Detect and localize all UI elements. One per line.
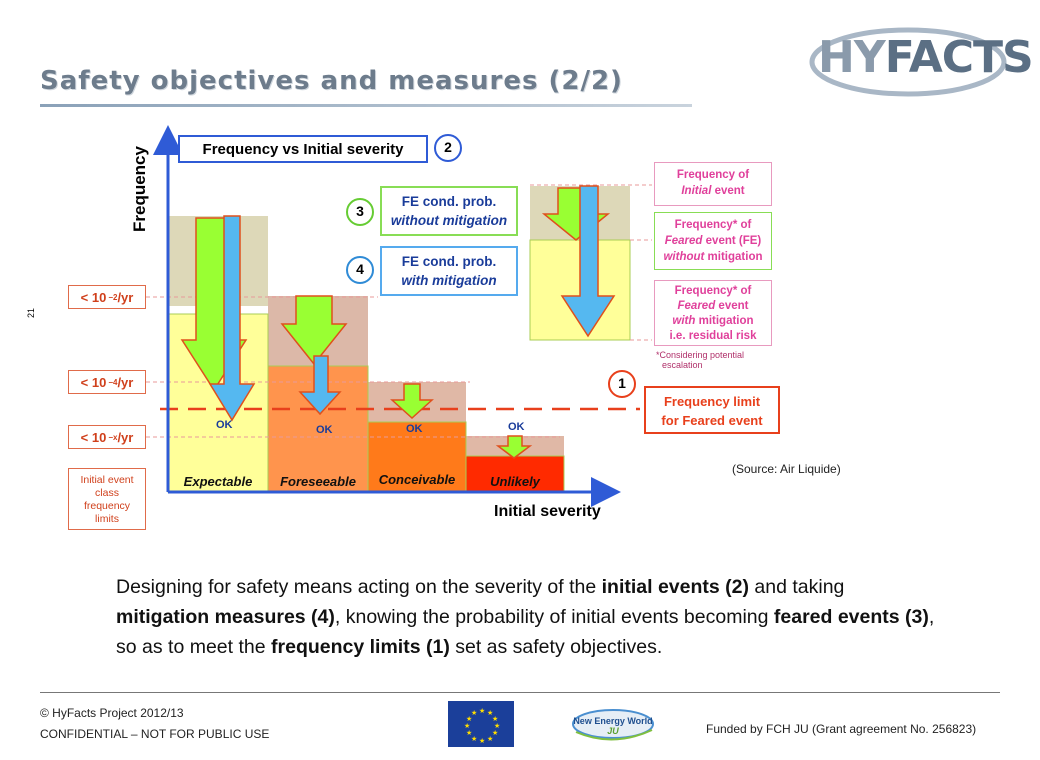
legend-fw-line1: Frequency* of bbox=[674, 219, 752, 231]
ok-label-unlikely: OK bbox=[508, 421, 525, 433]
frequency-limit-box bbox=[644, 386, 780, 434]
legend-fwm-line4: i.e. residual risk bbox=[669, 330, 757, 342]
caption-p3: , knowing the probability of initial events becoming bbox=[334, 606, 774, 628]
logo-hy-text: HY bbox=[818, 32, 885, 83]
threshold-1e-4-base: < 10 bbox=[80, 374, 107, 390]
marker-4: 4 bbox=[356, 261, 364, 277]
svg-text:★: ★ bbox=[464, 722, 471, 730]
svg-text:★: ★ bbox=[471, 709, 478, 717]
caption-p2: and taking bbox=[748, 576, 845, 598]
caption-paragraph bbox=[116, 572, 936, 662]
legend-initial-line3: event bbox=[711, 185, 745, 197]
class-expectable: Expectable bbox=[183, 474, 253, 489]
svg-text:★: ★ bbox=[479, 737, 486, 745]
caption-p4: , so as to meet the bbox=[116, 606, 935, 658]
legend-fw-line2b: event (FE) bbox=[702, 235, 762, 247]
caption-b4: frequency limits (1) bbox=[271, 636, 450, 658]
logo-facts-text: FACTS bbox=[884, 32, 1033, 83]
legend-fw-line3b: mitigation bbox=[704, 251, 763, 263]
source-note: (Source: Air Liquide) bbox=[732, 462, 841, 476]
eu-stars-icon bbox=[448, 701, 514, 747]
legend-fw-line2: Feared bbox=[664, 235, 703, 247]
frequency-vs-severity-box: Frequency vs Initial severity bbox=[178, 135, 428, 163]
class-conceivable: Conceivable bbox=[378, 472, 456, 487]
caption-p1: Designing for safety means acting on the severity of the bbox=[116, 576, 602, 598]
caption-p5: set as safety objectives. bbox=[449, 636, 663, 658]
legend-feared-with bbox=[654, 280, 772, 346]
fe-without-mitigation-box bbox=[380, 186, 518, 236]
threshold-1e-2 bbox=[68, 285, 146, 309]
threshold-1e-x-base: < 10 bbox=[80, 429, 107, 445]
fe-with-line1: FE cond. prob. bbox=[401, 254, 497, 269]
caption-b2: mitigation measures (4) bbox=[116, 606, 335, 628]
threshold-1e-x-exp: −x bbox=[108, 432, 118, 442]
legend-initial-line2: Initial bbox=[681, 185, 712, 197]
legend-feared-without bbox=[654, 212, 772, 270]
x-axis-label: Initial severity bbox=[494, 503, 601, 520]
legend-fwm-line3: with bbox=[672, 315, 696, 327]
svg-text:★: ★ bbox=[466, 729, 473, 737]
legend-initial-line1: Frequency of bbox=[676, 169, 750, 181]
legend-fw-line3: without bbox=[663, 251, 705, 263]
legend-footnote bbox=[656, 350, 744, 370]
svg-text:★: ★ bbox=[471, 735, 478, 743]
legend-fwm-line2b: event bbox=[715, 300, 749, 312]
svg-text:★: ★ bbox=[492, 715, 499, 723]
legend-fwm-line1: Frequency* of bbox=[674, 285, 752, 297]
legend-initial-event bbox=[654, 162, 772, 206]
new-energy-text bbox=[568, 716, 658, 736]
class-unlikely: Unlikely bbox=[490, 474, 540, 489]
legend-fwm-line3b: mitigation bbox=[695, 315, 754, 327]
marker-3: 3 bbox=[356, 203, 364, 219]
legend-fwm-line2: Feared bbox=[677, 300, 716, 312]
marker-2: 2 bbox=[444, 139, 452, 155]
threshold-1e-4 bbox=[68, 370, 146, 394]
eu-flag-logo bbox=[448, 701, 514, 747]
caption-b1: initial events (2) bbox=[601, 576, 749, 598]
legend-footnote-2: escalation bbox=[662, 360, 703, 370]
ok-label-conceivable: OK bbox=[406, 423, 423, 435]
new-energy-line1: New Energy World bbox=[573, 716, 653, 726]
class-foreseeable: Foreseeable bbox=[280, 474, 356, 489]
threshold-1e-x-unit: /yr bbox=[117, 429, 134, 445]
footer-copyright: © HyFacts Project 2012/13 bbox=[40, 706, 184, 720]
threshold-1e-x bbox=[68, 425, 146, 449]
threshold-1e-4-unit: /yr bbox=[117, 374, 134, 390]
new-energy-line2: JU bbox=[607, 726, 619, 736]
threshold-1e-2-unit: /yr bbox=[117, 289, 134, 305]
marker-1: 1 bbox=[618, 375, 626, 391]
ok-label-foreseeable: OK bbox=[316, 424, 333, 436]
svg-text:★: ★ bbox=[487, 709, 494, 717]
fe-with-line2: with mitigation bbox=[401, 273, 497, 288]
svg-text:★: ★ bbox=[466, 715, 473, 723]
y-axis-label: Frequency bbox=[130, 146, 149, 232]
page-title: Safety objectives and measures (2/2) bbox=[40, 66, 623, 96]
ok-label-expectable: OK bbox=[216, 419, 233, 431]
fe-without-line2: without mitigation bbox=[390, 213, 508, 228]
svg-text:★: ★ bbox=[492, 729, 499, 737]
frequency-limit-line1: Frequency limit bbox=[663, 394, 761, 409]
slide-number: 21 bbox=[26, 307, 36, 318]
svg-text:★: ★ bbox=[479, 707, 486, 715]
svg-text:★: ★ bbox=[494, 722, 501, 730]
legend-footnote-1: *Considering potential bbox=[656, 350, 745, 360]
fe-without-line1: FE cond. prob. bbox=[401, 194, 497, 209]
threshold-1e-2-base: < 10 bbox=[80, 289, 107, 305]
caption-b3: feared events (3) bbox=[773, 606, 929, 628]
new-energy-world-logo bbox=[568, 702, 658, 748]
threshold-1e-2-exp: −2 bbox=[108, 292, 118, 302]
footer-confidential: CONFIDENTIAL – NOT FOR PUBLIC USE bbox=[40, 727, 270, 741]
threshold-1e-4-exp: −4 bbox=[108, 377, 118, 387]
fe-with-mitigation-box bbox=[380, 246, 518, 296]
frequency-limit-line2: for Feared event bbox=[661, 413, 763, 428]
footer-divider bbox=[40, 692, 1000, 693]
footer-funded: Funded by FCH JU (Grant agreement No. 256823) bbox=[706, 722, 977, 736]
svg-text:★: ★ bbox=[487, 735, 494, 743]
initial-event-limits-box: Initial event class frequency limits bbox=[68, 468, 146, 530]
